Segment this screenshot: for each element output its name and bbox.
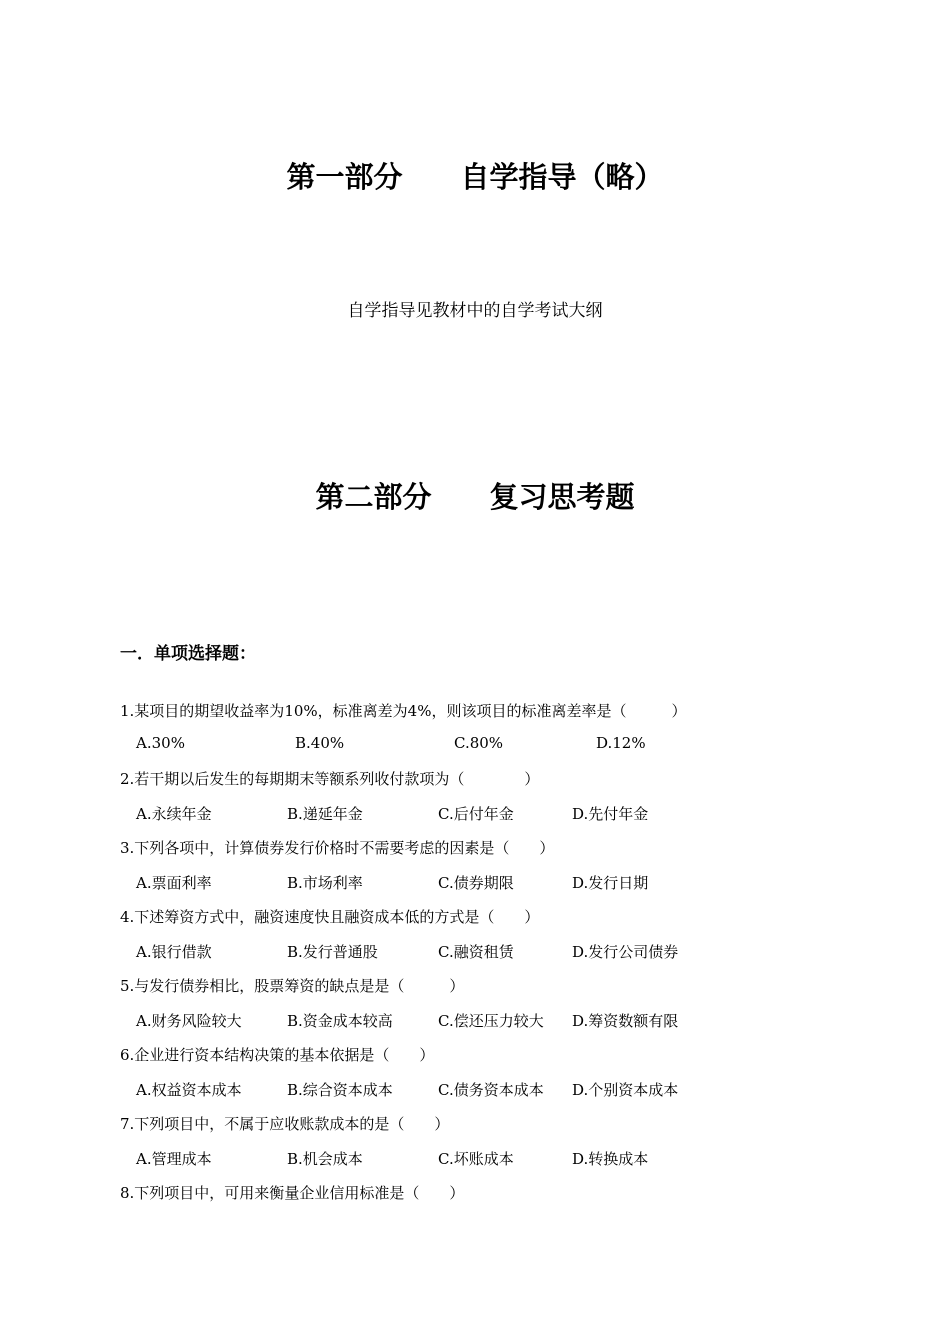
option-c: C.后付年金	[438, 805, 514, 823]
option-c: C.债券期限	[438, 874, 514, 892]
option-d: D.个别资本成本	[572, 1081, 679, 1099]
section-title: 一．单项选择题：	[120, 644, 256, 664]
option-c: C.坏账成本	[438, 1150, 514, 1168]
part2-heading: 第二部分 复习思考题	[315, 480, 635, 514]
question-text: 1.某项目的期望收益率为10%，标准离差为4%，则该项目的标准离差率是（ ）	[120, 702, 687, 720]
option-b: B.递延年金	[287, 805, 363, 823]
option-c: C.偿还压力较大	[438, 1012, 544, 1030]
option-a: A.权益资本成本	[136, 1081, 242, 1099]
option-d: D.发行公司债券	[572, 943, 679, 961]
option-a: A.银行借款	[136, 943, 212, 961]
option-c: C.债务资本成本	[438, 1081, 544, 1099]
option-d: D.筹资数额有限	[572, 1012, 679, 1030]
option-d: D.发行日期	[572, 874, 649, 892]
option-d: D.转换成本	[572, 1150, 649, 1168]
option-b: B.发行普通股	[287, 943, 378, 961]
question-text: 3.下列各项中，计算债券发行价格时不需要考虑的因素是（ ）	[120, 839, 555, 857]
option-a: A.票面利率	[136, 874, 212, 892]
option-c: C.融资租赁	[438, 943, 514, 961]
option-a: A.管理成本	[136, 1150, 212, 1168]
question-text: 2.若干期以后发生的每期期末等额系列收付款项为（ ）	[120, 770, 540, 788]
option-b: B.市场利率	[287, 874, 363, 892]
question-text: 7.下列项目中，不属于应收账款成本的是（ ）	[120, 1115, 450, 1133]
question-text: 4.下述筹资方式中，融资速度快且融资成本低的方式是（ ）	[120, 908, 540, 926]
option-b: B.综合资本成本	[287, 1081, 393, 1099]
part1-heading: 第一部分 自学指导（略）	[286, 160, 664, 194]
option-d: D.12%	[596, 734, 646, 752]
part1-subtitle: 自学指导见教材中的自学考试大纲	[347, 301, 603, 321]
option-b: B.机会成本	[287, 1150, 363, 1168]
option-b: B.40%	[295, 734, 345, 752]
question-text: 8.下列项目中，可用来衡量企业信用标准是（ ）	[120, 1184, 465, 1202]
option-a: A.财务风险较大	[136, 1012, 242, 1030]
option-a: A.永续年金	[136, 805, 212, 823]
option-a: A.30%	[136, 734, 185, 752]
option-c: C.80%	[454, 734, 504, 752]
option-d: D.先付年金	[572, 805, 649, 823]
question-text: 5.与发行债券相比，股票筹资的缺点是是（ ）	[120, 977, 465, 995]
question-text: 6.企业进行资本结构决策的基本依据是（ ）	[120, 1046, 435, 1064]
option-b: B.资金成本较高	[287, 1012, 393, 1030]
